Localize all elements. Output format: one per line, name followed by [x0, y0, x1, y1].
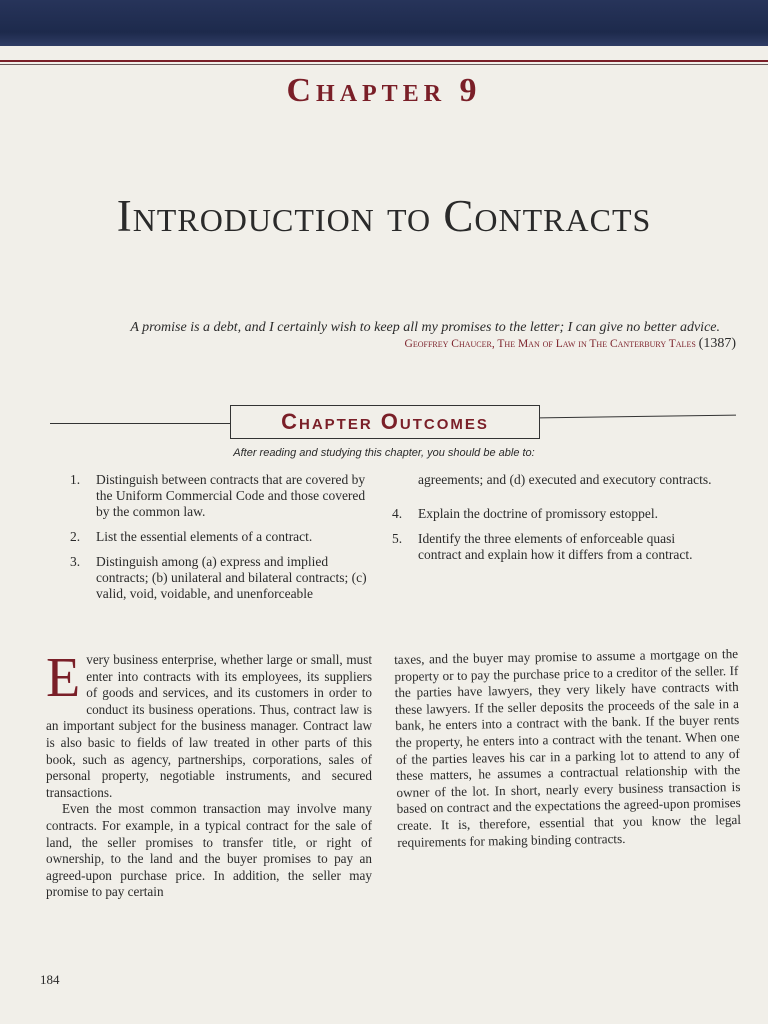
- outcome-number: 3.: [70, 554, 81, 569]
- outcomes-rule-right: [540, 415, 736, 419]
- drop-cap: E: [46, 647, 81, 709]
- chapter-title: Introduction to Contracts: [116, 191, 652, 241]
- outcome-item: [70, 472, 370, 520]
- body-paragraph: [46, 647, 372, 801]
- outcome-text: Explain the doctrine of promissory estoppel.: [418, 506, 658, 521]
- outcome-text: List the essential elements of a contract.: [96, 529, 313, 544]
- outcomes-list-left: [70, 472, 370, 611]
- outcome-item: [70, 554, 370, 602]
- body-paragraph: Even the most common transaction may involve many contracts. For example, in a typical contract for the sale of land, the seller promises to transfer title, or right of ownership, to the land and the buyer promises to pay an agreed-upon purchase price. In addition, the seller may promise to pay certain: [46, 801, 372, 900]
- outcome-item: [392, 506, 712, 522]
- outcomes-intro: After reading and studying this chapter, you should be able to:: [233, 447, 535, 459]
- header-rule: [0, 60, 768, 62]
- outcome-text: Distinguish between contracts that are covered by the Uniform Commercial Code and those covered by the common law.: [96, 472, 366, 519]
- outcomes-heading: Chapter Outcomes: [230, 405, 540, 439]
- attribution-year: (1387): [698, 336, 736, 351]
- header-rule-secondary: [0, 64, 768, 65]
- outcome-number: 1.: [70, 472, 81, 487]
- outcome-item: [70, 529, 370, 545]
- outcome-number: 5.: [392, 531, 403, 546]
- outcome-text: Distinguish among (a) express and implied contracts; (b) unilateral and bilateral contracts; (c) valid, void, voidable, and unenforceable: [96, 554, 367, 601]
- top-color-band: [0, 0, 768, 46]
- epigraph-quote: A promise is a debt, and I certainly wish to keep all my promises to the letter; I can give no better advice.: [130, 320, 720, 335]
- outcome-text: Identify the three elements of enforceable quasi contract and explain how it differs from a contract.: [418, 531, 693, 562]
- outcomes-rule-left: [50, 423, 230, 424]
- body-column-left: [46, 647, 372, 901]
- outcomes-list-right: [392, 472, 712, 572]
- body-paragraph: taxes, and the buyer may promise to assume a mortgage on the property or to pay the purchase price to a creditor of the seller. If the parties have lawyers, they very likely have contracts with these lawyers. If the seller deposits the proceeds of the sale in a bank, he enters into a contract with the bank. If the buyer rents the property, he enters into a contract with the tenant. When one of the parties leaves his car in a parking lot to attend to any of these matters, he assumes a contractual relationship with the owner of the lot. In short, nearly every business transaction is based on contract and the expectations the agreed-upon promises create. It is, therefore, essential that you know the legal requirements for making binding contracts.: [394, 645, 742, 850]
- page-number: 184: [40, 972, 60, 987]
- attribution-text: Geoffrey Chaucer, The Man of Law in The Canterbury Tales: [404, 338, 696, 350]
- outcome-number: 2.: [70, 529, 81, 544]
- outcome-continuation: agreements; and (d) executed and executory contracts.: [418, 472, 712, 487]
- outcome-item: [392, 531, 712, 563]
- chapter-label: Chapter 9: [286, 72, 482, 109]
- body-column-right: [394, 646, 741, 851]
- epigraph-attribution: [300, 336, 736, 352]
- outcome-number: 4.: [392, 506, 403, 521]
- paragraph-text: very business enterprise, whether large or small, must enter into contracts with its employees, its suppliers of goods and services, and its customers in order to conduct its business operations. Thus, contract law is an important subject for the business manager. Contract law is also basic to fields of law treated in other parts of this book, such as agency, partnerships, corporations, sales of personal property, negotiable instruments, and secured transactions.: [46, 652, 372, 800]
